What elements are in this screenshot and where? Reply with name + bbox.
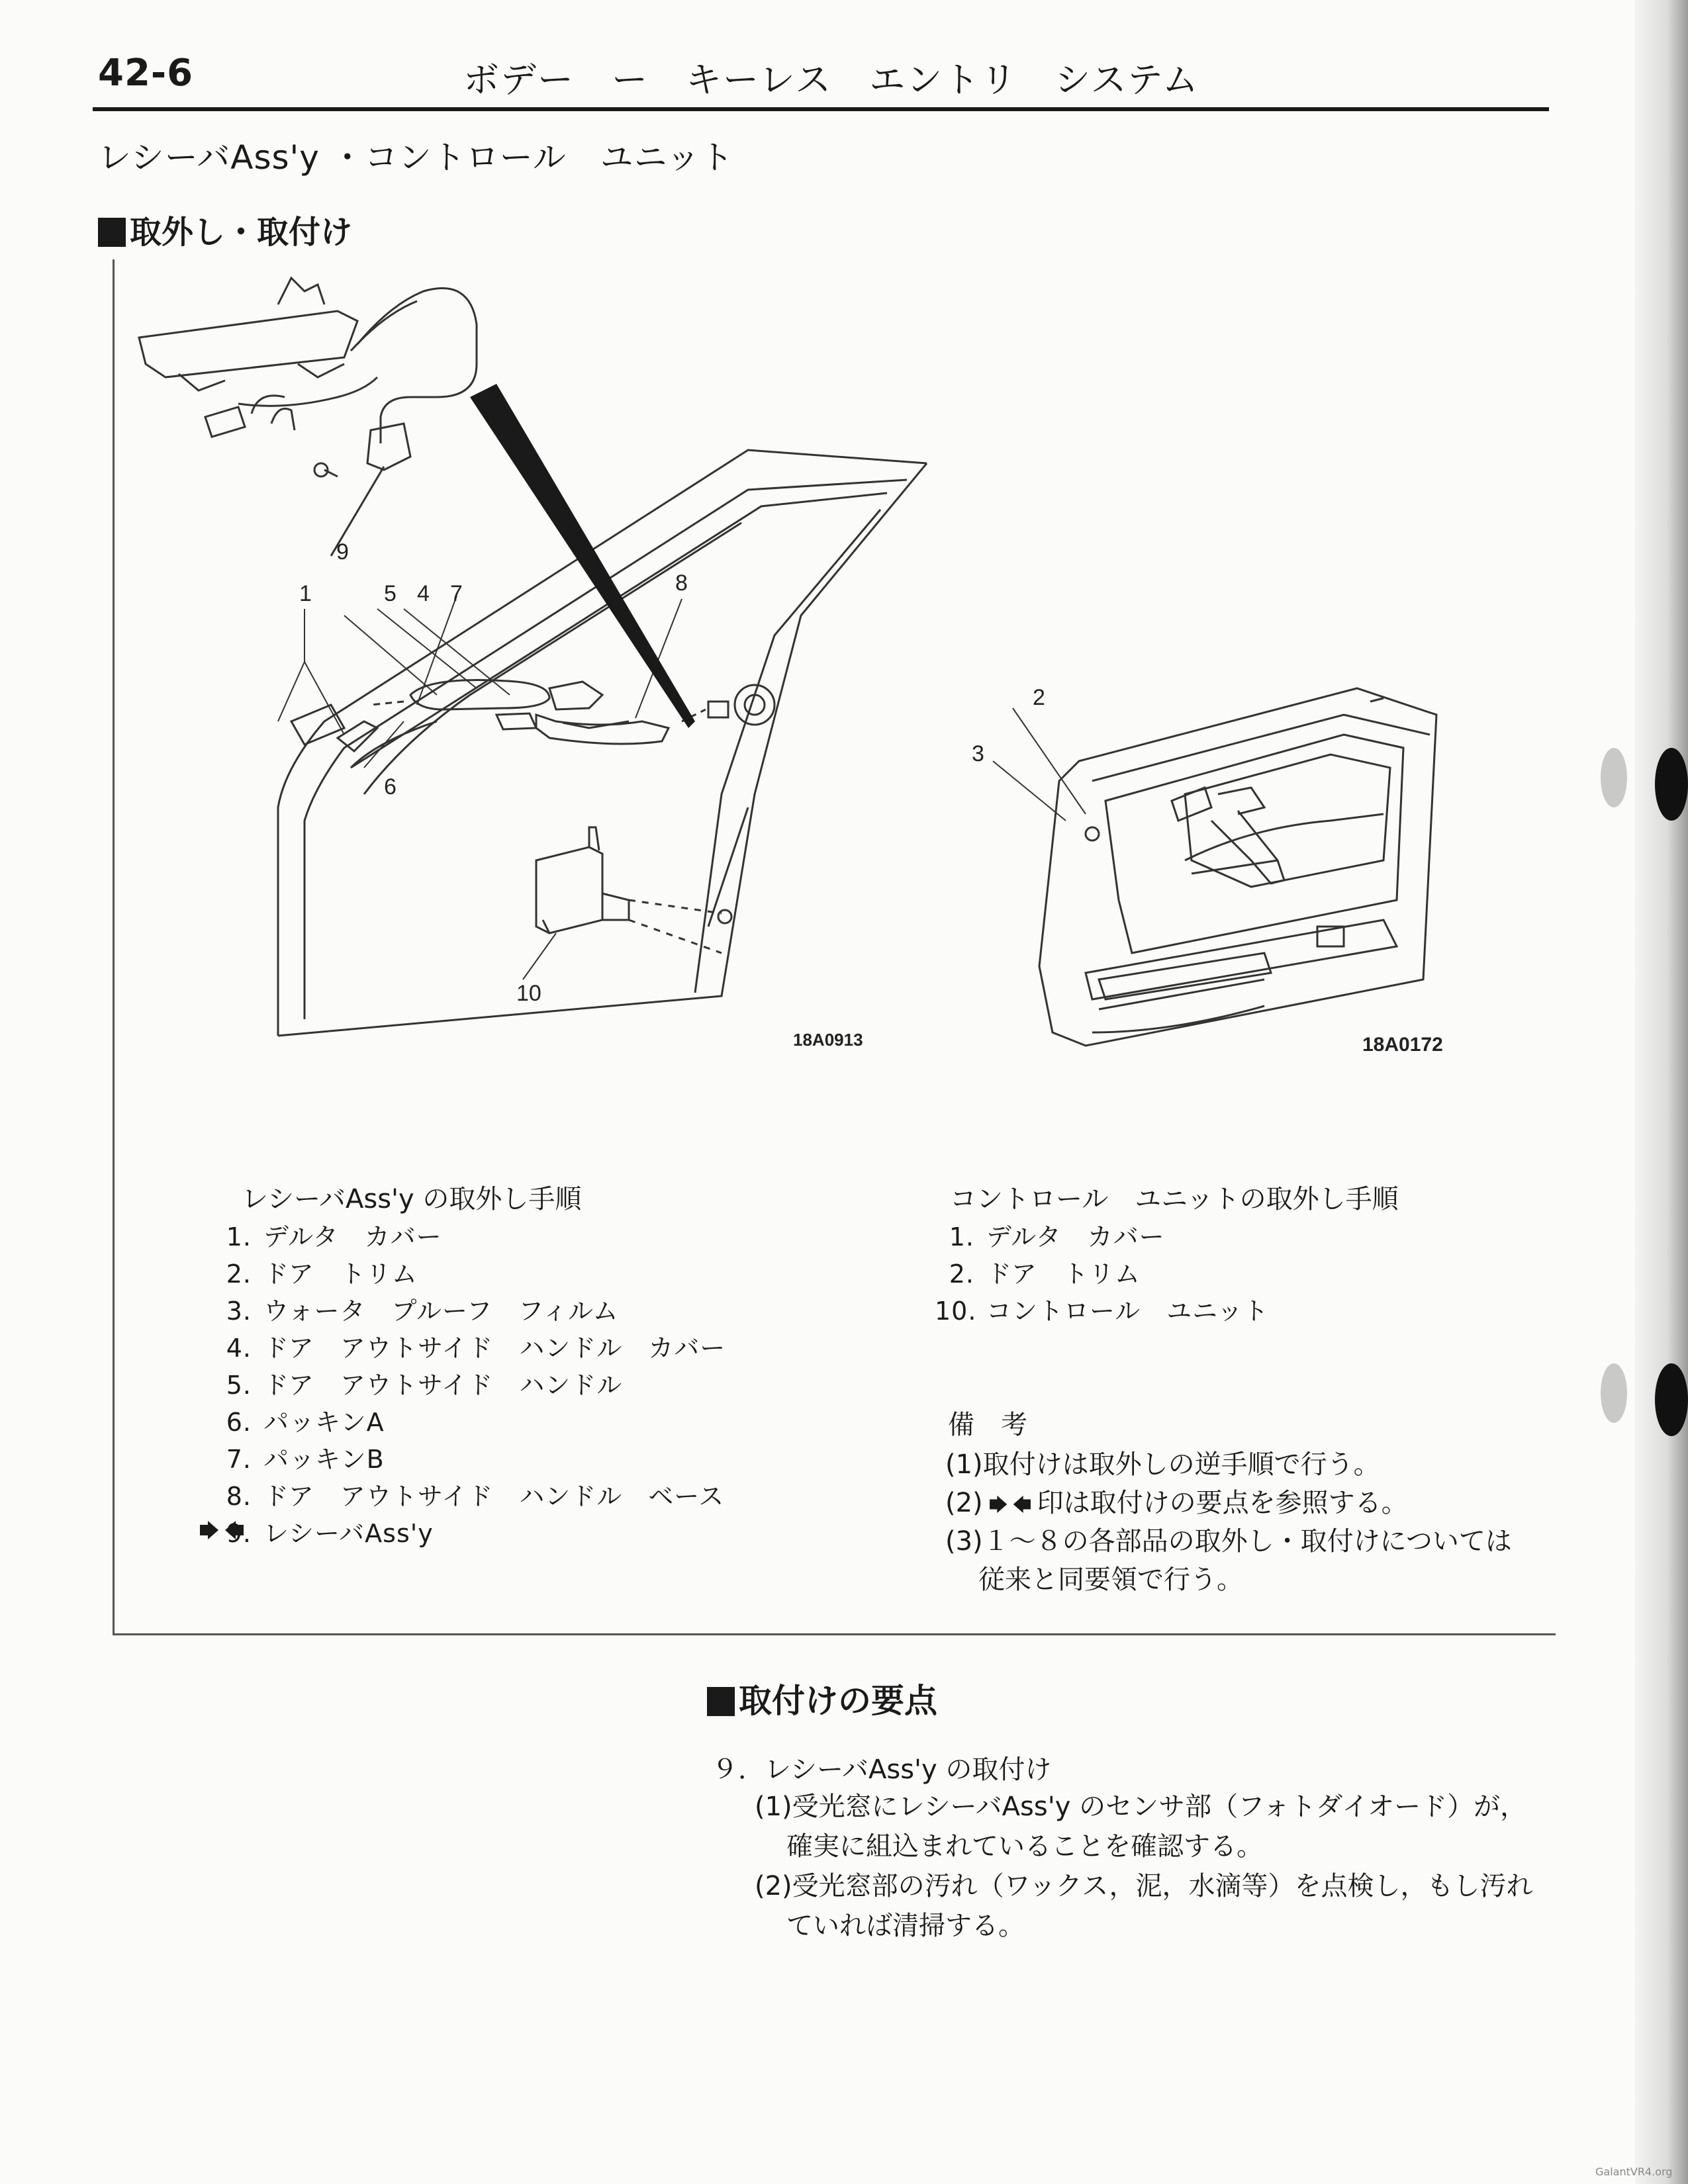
binder-hole	[1655, 748, 1688, 821]
binder-hole-shadow	[1601, 748, 1627, 807]
note-3-cont: 従来と同要領で行う。	[978, 1565, 1243, 1595]
callout-10: 10	[516, 981, 541, 1006]
watermark: GalantVR4.org	[1595, 2165, 1673, 2178]
note-3: (3)１～８の各部品の取外し・取付けについては	[945, 1526, 1512, 1557]
control-step-1: 1. デルタ カバー	[949, 1222, 1165, 1251]
page-header-title: ボデー ー キーレス エントリ システム	[463, 59, 1199, 101]
header-rule	[93, 107, 1549, 111]
control-step-2: 2. ドア トリム	[949, 1259, 1141, 1289]
square-bullet-icon	[707, 1687, 735, 1716]
receiver-step-2: 2. ドア トリム	[226, 1259, 418, 1289]
note-2: (2) 印は取付けの要点を参照する。	[945, 1488, 1408, 1518]
install-point-mark-icon	[986, 1494, 1035, 1514]
install-point-1-cont: 確実に組込まれていることを確認する。	[786, 1831, 1263, 1862]
callout-3: 3	[972, 741, 984, 766]
control-step-10: 10. コントロール ユニット	[935, 1297, 1269, 1326]
figure-code-right: 18A0172	[1362, 1034, 1443, 1056]
receiver-step-1: 1. デルタ カバー	[226, 1222, 442, 1251]
binder-hole	[1655, 1363, 1688, 1436]
receiver-step-4: 4. ドア アウトサイド ハンドル カバー	[226, 1334, 726, 1363]
frame-left-rule	[113, 259, 115, 1635]
receiver-step-3: 3. ウォータ プルーフ フィルム	[226, 1297, 619, 1326]
install-points-subtitle: ９．レシーバAss'y の取付け	[712, 1754, 1052, 1785]
callout-1: 1	[299, 581, 312, 606]
callout-4: 4	[417, 581, 430, 606]
install-point-2-cont: ていれば清掃する。	[786, 1911, 1025, 1941]
callout-7: 7	[450, 581, 463, 606]
receiver-removal-title: レシーバAss'y の取外し手順	[242, 1184, 582, 1214]
receiver-step-7: 7. パッキンB	[226, 1445, 385, 1474]
install-point-2: (2)受光窓部の汚れ（ワックス，泥，水滴等）を点検し，もし汚れ	[755, 1871, 1533, 1901]
callout-5: 5	[384, 581, 397, 606]
frame-bottom-rule	[113, 1633, 1556, 1635]
note-1: (1)取付けは取外しの逆手順で行う。	[945, 1449, 1380, 1480]
callout-9: 9	[336, 539, 349, 565]
door-exploded-diagram	[126, 265, 907, 1072]
receiver-step-6: 6. パッキンA	[226, 1408, 385, 1437]
callout-2: 2	[1033, 685, 1045, 710]
door-trim-diagram	[973, 662, 1476, 1059]
receiver-step-5: 5. ドア アウトサイド ハンドル	[226, 1371, 623, 1400]
receiver-step-9: 9. レシーバAss'y	[226, 1519, 434, 1548]
subsection-title-text: 取外し・取付け	[130, 214, 353, 251]
subsection-title	[98, 206, 352, 252]
install-points-title: 取付けの要点	[707, 1674, 937, 1722]
notes-title: 備 考	[948, 1410, 1027, 1440]
control-removal-title: コントロール ユニットの取外し手順	[950, 1184, 1399, 1214]
binder-hole-shadow	[1601, 1363, 1627, 1423]
figure-code-left: 18A0913	[793, 1030, 863, 1050]
receiver-step-8: 8. ドア アウトサイド ハンドル ベース	[226, 1482, 725, 1511]
section-title: レシーバAss'y ・コントロール ユニット	[98, 138, 734, 177]
binder-edge	[1635, 0, 1688, 2184]
install-point-1: (1)受光窓にレシーバAss'y のセンサ部（フォトダイオード）が，	[755, 1792, 1527, 1822]
callout-8: 8	[675, 570, 688, 596]
page-number: 42-6	[98, 52, 194, 95]
square-bullet-icon	[98, 218, 126, 247]
callout-6: 6	[384, 774, 397, 799]
